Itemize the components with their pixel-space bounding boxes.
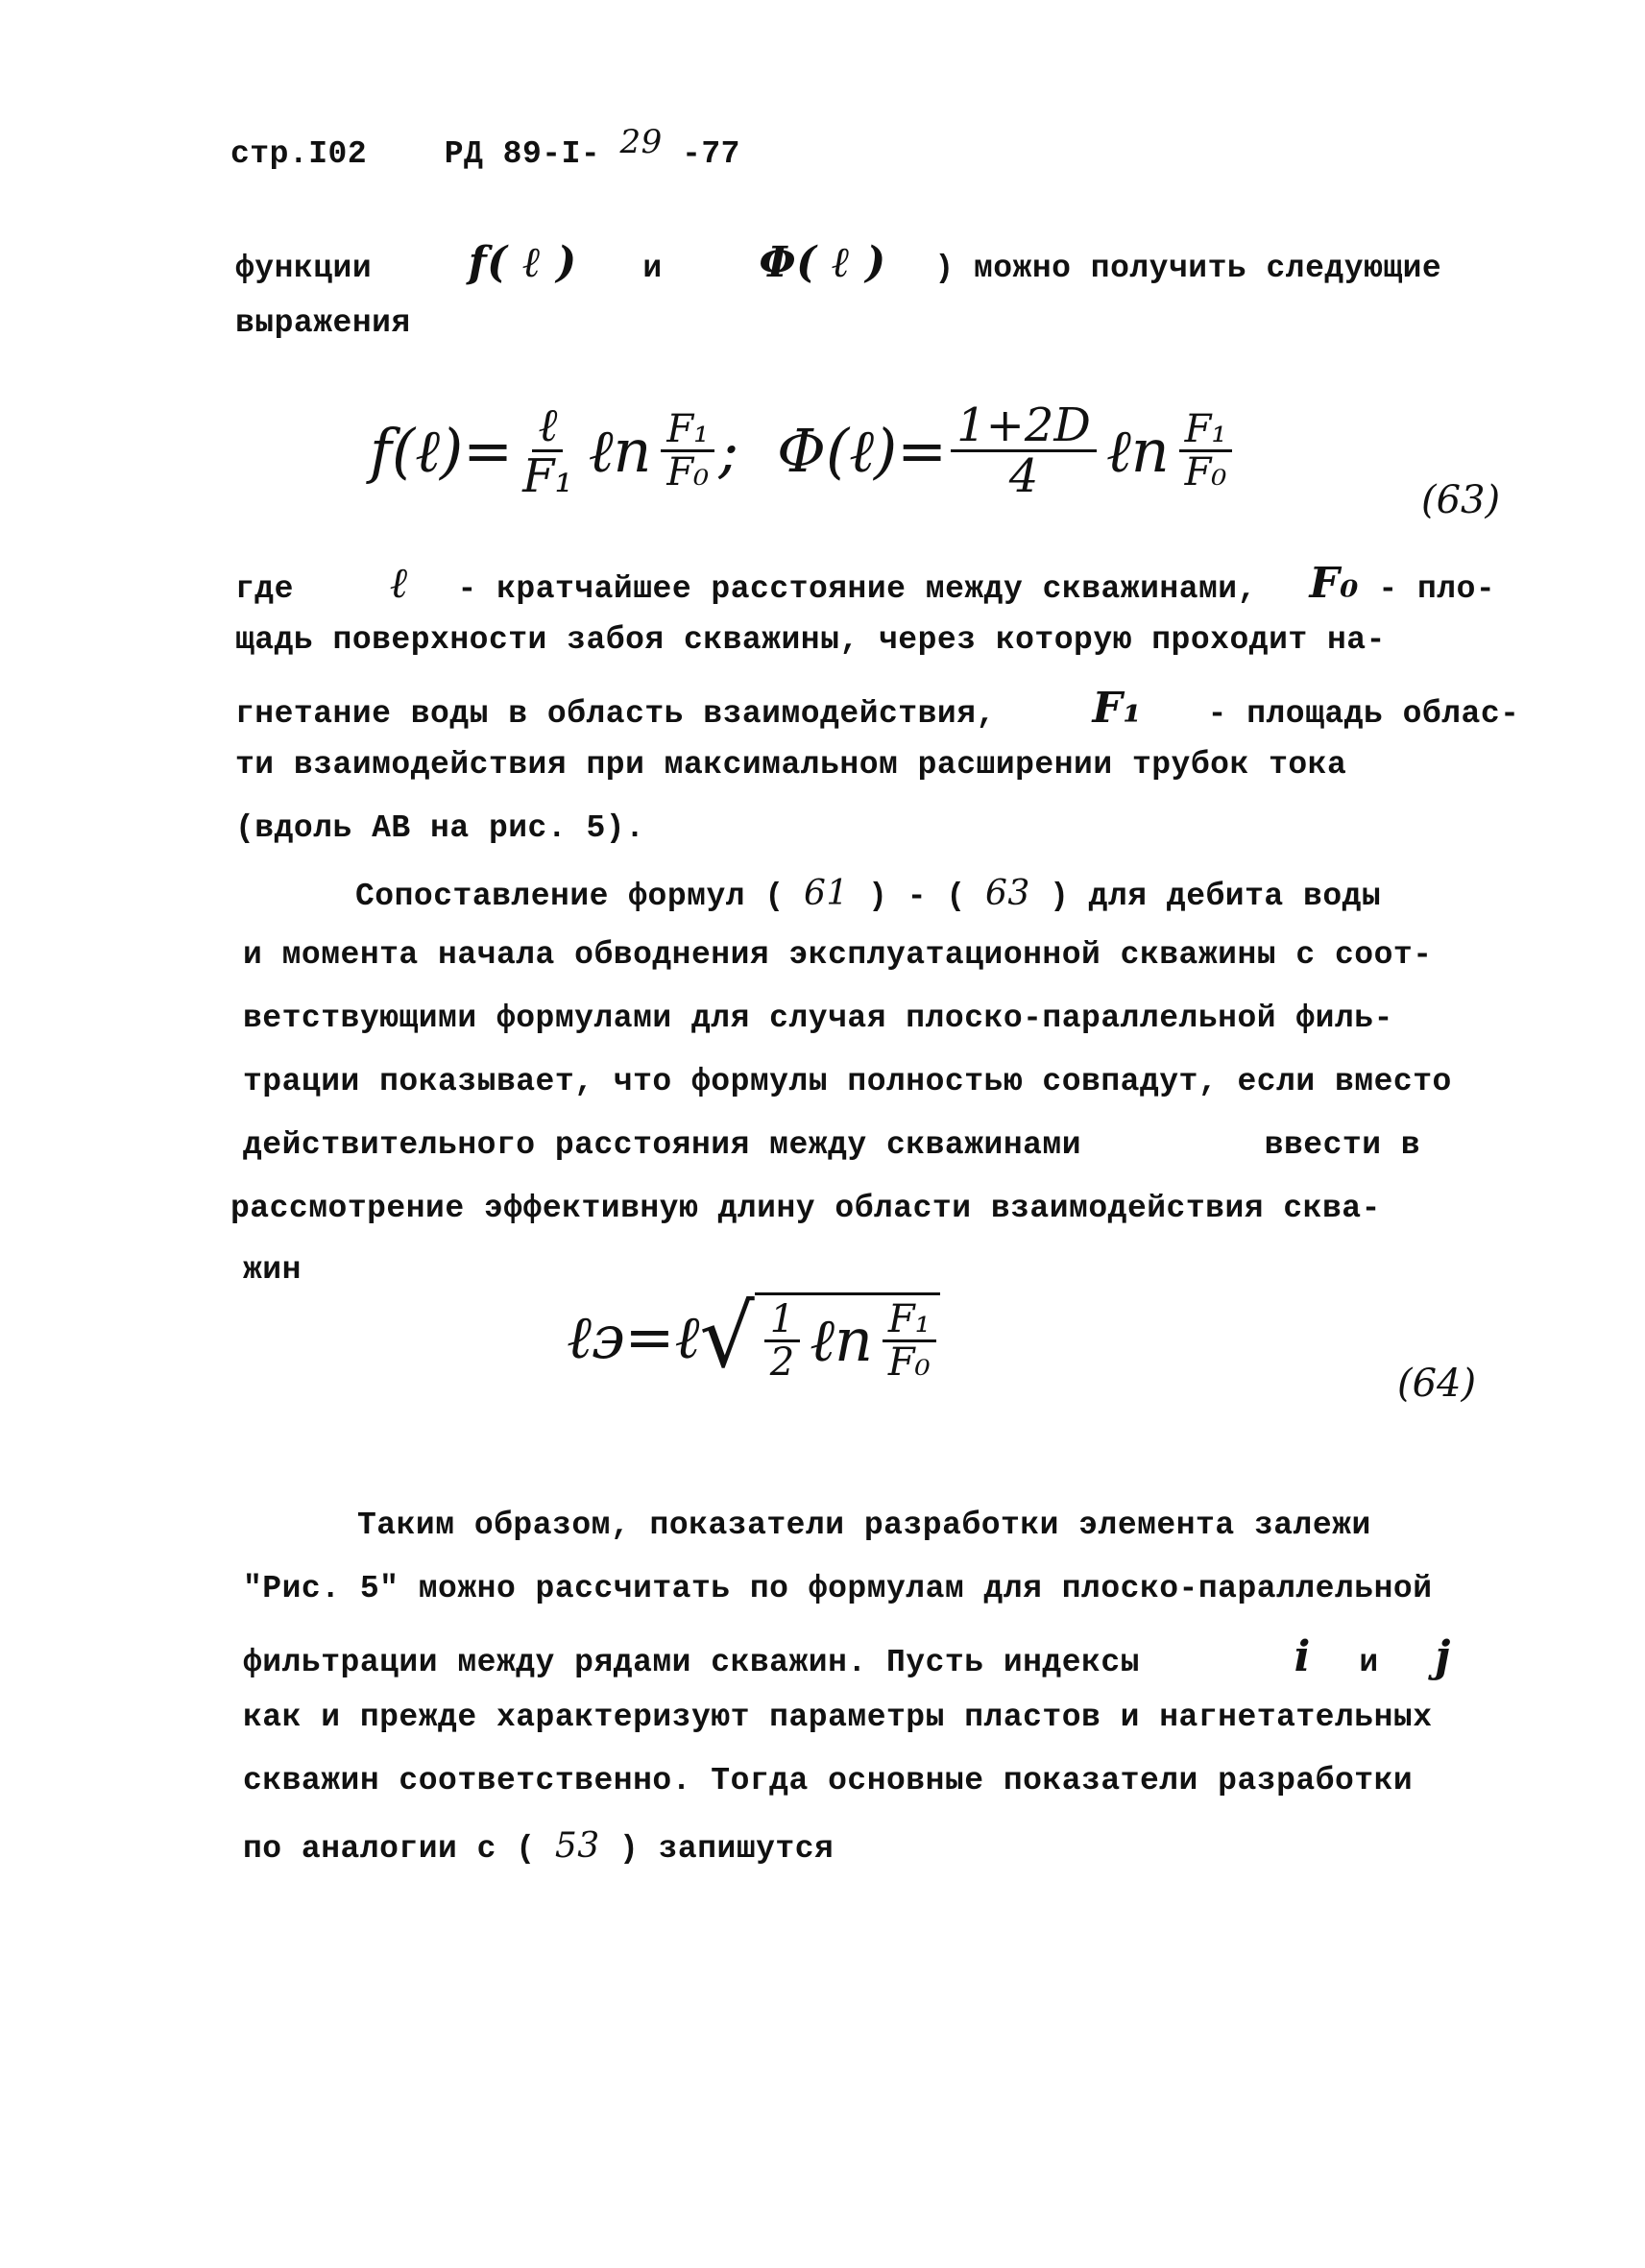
para1-line2: выражения [235, 305, 411, 341]
function-phi-of-l: Φ( ℓ ) [759, 238, 886, 287]
formula-63-ln1: ℓn [588, 415, 652, 486]
para1-line1: функции f( ℓ ) и Φ( ℓ ) ) можно получить следующие [235, 238, 1442, 287]
formula-64-number: (64) [1397, 1362, 1477, 1406]
para4-line2: "Рис. 5" можно рассчитать по формулам для плоско-параллельной [243, 1571, 1433, 1606]
symbol-f0: F₀ [1309, 559, 1360, 608]
formula-63-lhs2: Φ(ℓ)= [777, 415, 948, 486]
formula-63: f(ℓ)= $\frac{\text{ℓ}}{\text{F₁}}$ ℓn $\frac{\text{F₁}}{\text{F₀}}$ ; Φ(ℓ)= $\frac{1+2D}{4}$ ℓn $\frac{\text{F₁}}{\text{F₀}}$ [370, 401, 1236, 501]
index-i: i [1294, 1632, 1311, 1681]
para2-line1: где ℓ - кратчайшее расстояние между скважинами, F₀ - пло- [235, 559, 1496, 608]
formula-64-frac2: $\frac{\text{F₁}}{\text{F₀}}$ [883, 1299, 936, 1383]
para3-line5: действительного расстояния между скважинами ввести в [243, 1127, 1421, 1163]
ref-63: 63 [984, 874, 1030, 913]
symbol-f1: F₁ [1092, 684, 1142, 733]
para4-line3: фильтрации между рядами скважин. Пусть индексы i и j [243, 1632, 1451, 1681]
formula-64-lhs: ℓэ=ℓ [567, 1301, 700, 1372]
formula-63-frac2: $\frac{\text{F₁}}{\text{F₀}}$ [661, 409, 714, 493]
para2-line2: щадь поверхности забоя скважины, через которую проходит на- [235, 622, 1386, 658]
formula-64-frac1: $\frac{1}{2}$ [764, 1299, 800, 1383]
para4-line4: как и прежде характеризуют параметры пластов и нагнетательных [243, 1700, 1433, 1735]
para3-line2: и момента начала обводнения эксплуатационной скважины с соот- [243, 937, 1433, 973]
document-year: -77 [682, 136, 740, 172]
para4-line1: Таким образом, показатели разработки элемента залежи [357, 1508, 1371, 1543]
page-number: стр.I02 [230, 136, 368, 172]
formula-63-ln2: ℓn [1105, 415, 1170, 486]
para4-line6: по аналогии с ( 53 ) запишутся [243, 1826, 835, 1867]
document-code: РД 89-I- [444, 136, 601, 172]
formula-63-frac3: $\frac{1+2D}{4}$ [951, 401, 1097, 501]
para3-line3: ветствующими формулами для случая плоско-параллельной филь- [243, 1001, 1393, 1036]
para3-line1: Сопоставление формул ( 61 ) - ( 63 ) для дебита воды [355, 874, 1382, 914]
formula-64 [567, 1287, 940, 1387]
function-f-of-l: f( ℓ ) [468, 238, 577, 287]
para2-line4: ти взаимодействия при максимальном расширении трубок тока [235, 747, 1347, 783]
symbol-l: ℓ [390, 559, 409, 608]
ref-61: 61 [803, 874, 849, 913]
para3-line6: рассмотрение эффективную длину области взаимодействия сква- [230, 1191, 1381, 1226]
para3-line7: жин [243, 1252, 302, 1288]
formula-63-lhs1: f(ℓ)= [370, 415, 514, 486]
page-header [230, 123, 740, 172]
formula-64-ln: ℓn [810, 1305, 873, 1375]
document-code-number: 29 [619, 123, 663, 161]
para3-line4: трации показывает, что формулы полностью совпадут, если вместо [243, 1064, 1452, 1099]
sqrt-content [755, 1292, 940, 1383]
ref-53: 53 [554, 1826, 600, 1866]
para2-line3: гнетание воды в область взаимодействия, F₁ - площадь облас- [235, 684, 1520, 733]
para2-line5: (вдоль АВ на рис. 5). [235, 810, 645, 846]
formula-63-frac1: $\frac{\text{ℓ}}{\text{F₁}}$ [522, 398, 573, 504]
formula-63-number: (63) [1421, 478, 1501, 522]
index-j: j [1435, 1632, 1451, 1681]
para4-line5: скважин соответственно. Тогда основные показатели разработки [243, 1763, 1414, 1798]
sqrt-sign: √ [699, 1287, 755, 1387]
formula-63-frac4: $\frac{\text{F₁}}{\text{F₀}}$ [1179, 409, 1233, 493]
